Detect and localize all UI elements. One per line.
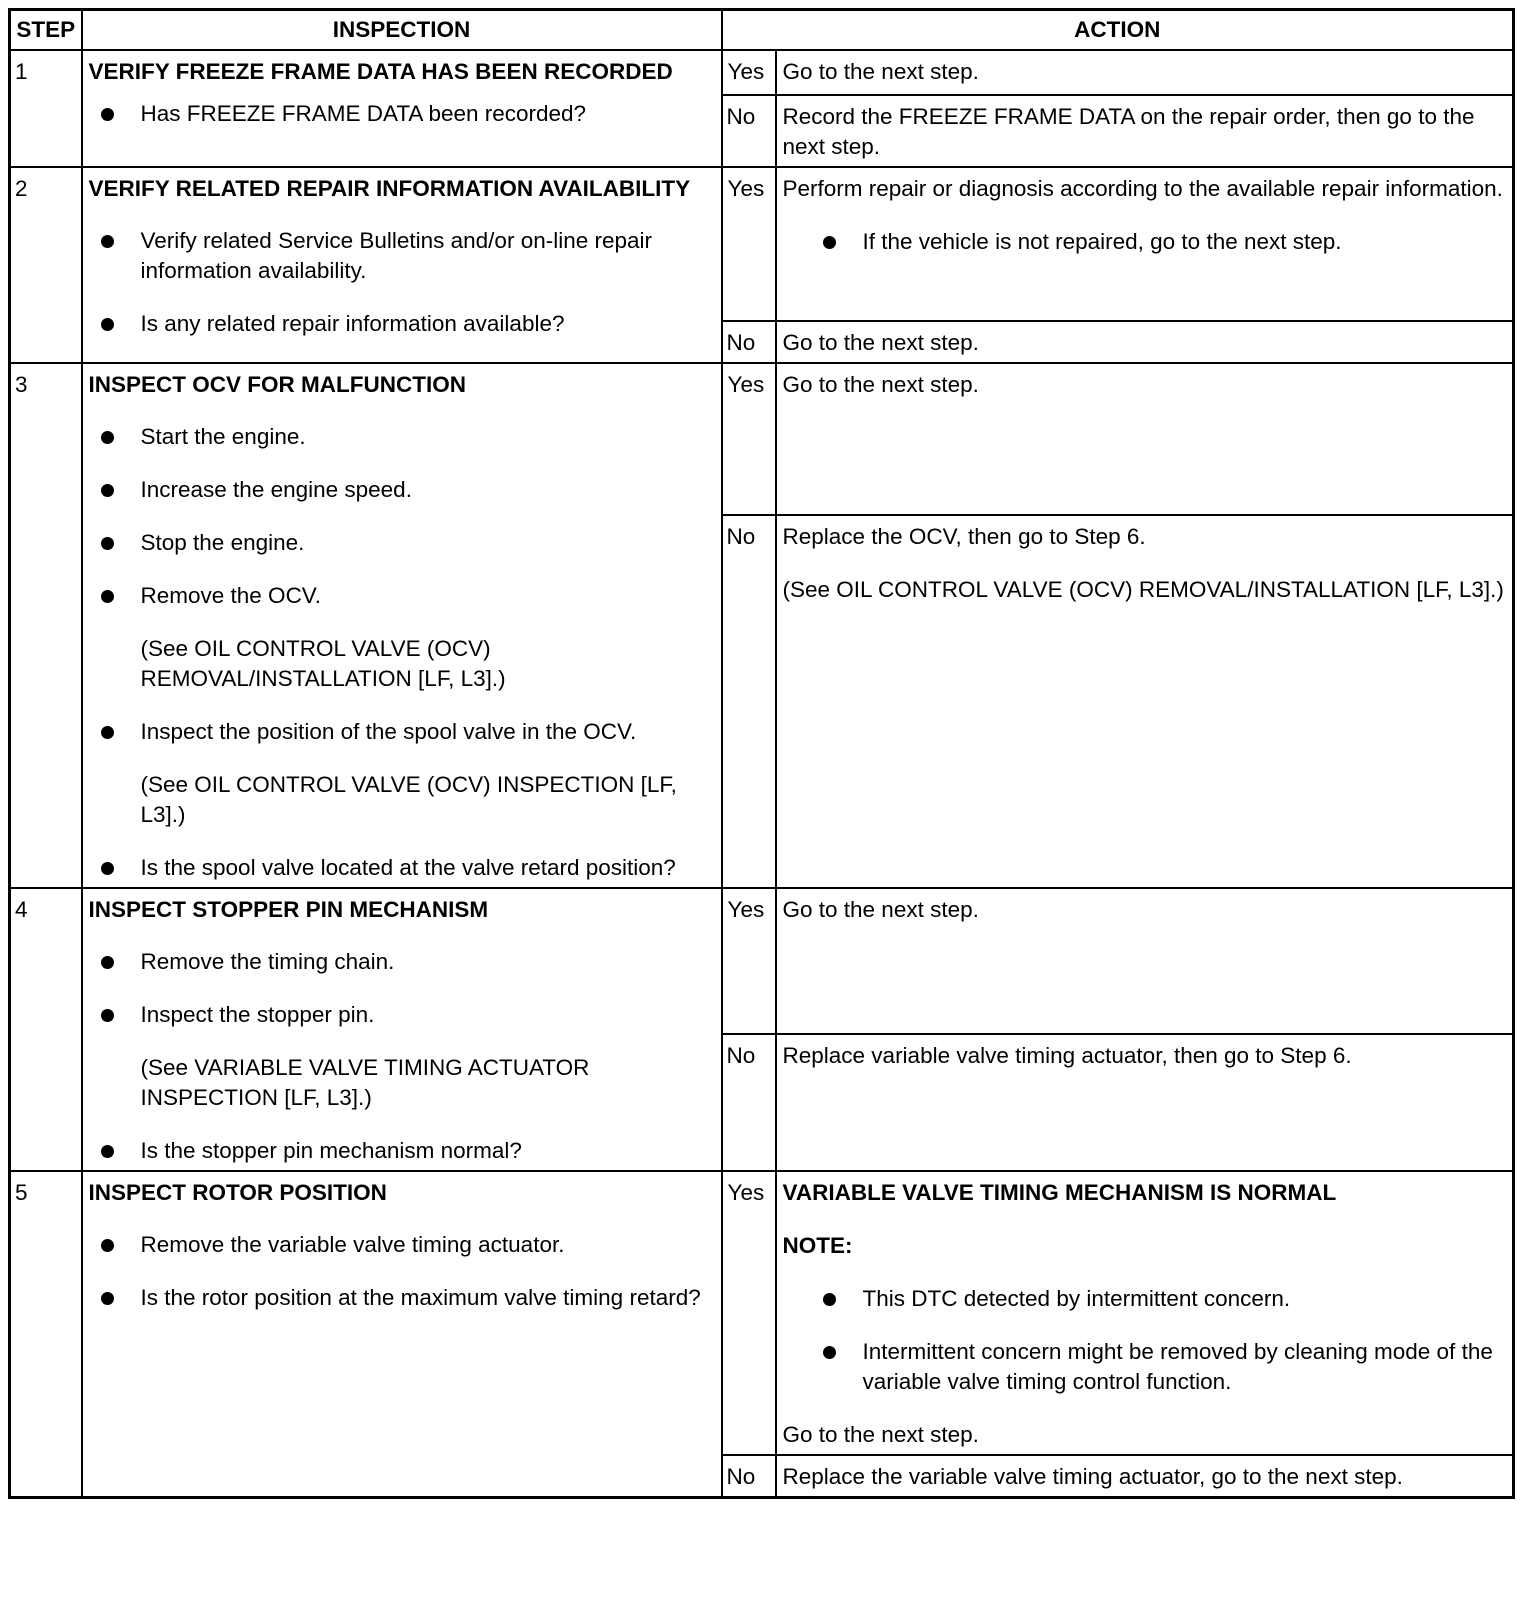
inspection-cell bbox=[82, 363, 722, 888]
inspection-title: INSPECT STOPPER PIN MECHANISM bbox=[88, 897, 489, 922]
bullet-icon bbox=[101, 537, 114, 550]
list-item bbox=[141, 1000, 715, 1030]
header-action: ACTION bbox=[722, 10, 1514, 51]
note-list bbox=[783, 1284, 1507, 1397]
list-item bbox=[141, 1136, 715, 1166]
list-item bbox=[141, 226, 715, 286]
bullet-icon bbox=[101, 235, 114, 248]
no-label: No bbox=[722, 515, 776, 888]
table-row bbox=[10, 50, 1514, 95]
inspection-title: INSPECT ROTOR POSITION bbox=[88, 1180, 387, 1205]
no-action: Go to the next step. bbox=[776, 321, 1514, 363]
yes-label: Yes bbox=[722, 363, 776, 515]
item-text: Has FREEZE FRAME DATA been recorded? bbox=[140, 101, 587, 126]
item-text: Increase the engine speed. bbox=[140, 477, 412, 502]
no-label: No bbox=[722, 95, 776, 167]
item-text: Is any related repair information available? bbox=[140, 311, 565, 336]
item-text: Verify related Service Bulletins and/or on-line repair information availability. bbox=[140, 228, 653, 283]
item-text: If the vehicle is not repaired, go to the next step. bbox=[862, 229, 1342, 254]
table-row bbox=[10, 363, 1514, 515]
table-row bbox=[10, 167, 1514, 321]
step-number: 5 bbox=[10, 1171, 82, 1498]
list-item bbox=[141, 581, 715, 611]
diagnostic-procedure-sheet bbox=[8, 8, 1515, 1499]
yes-label: Yes bbox=[722, 1171, 776, 1455]
bullet-icon bbox=[101, 956, 114, 969]
bullet-icon bbox=[101, 108, 114, 121]
bullet-icon bbox=[101, 590, 114, 603]
yes-action: Go to the next step. bbox=[776, 888, 1514, 1034]
bullet-icon bbox=[101, 484, 114, 497]
list-item bbox=[863, 1284, 1507, 1314]
yes-label: Yes bbox=[722, 50, 776, 95]
header-inspection: INSPECTION bbox=[82, 10, 722, 51]
bullet-icon bbox=[101, 726, 114, 739]
reference-note: (See OIL CONTROL VALVE (OCV) REMOVAL/INSTALLATION [LF, L3].) bbox=[782, 577, 1504, 602]
item-text: Start the engine. bbox=[140, 424, 306, 449]
item-text: Intermittent concern might be removed by cleaning mode of the variable valve timing control function. bbox=[862, 1339, 1493, 1394]
yes-action: Go to the next step. bbox=[782, 1422, 979, 1447]
inspection-title: VERIFY FREEZE FRAME DATA HAS BEEN RECORDED bbox=[88, 59, 673, 84]
yes-action-cell bbox=[776, 1171, 1514, 1455]
bullet-icon bbox=[101, 862, 114, 875]
inspection-cell bbox=[82, 167, 722, 363]
bullet-icon bbox=[101, 318, 114, 331]
list-item bbox=[141, 1230, 715, 1260]
yes-action: Go to the next step. bbox=[776, 50, 1514, 95]
list-item bbox=[863, 1337, 1507, 1397]
inspection-cell bbox=[82, 50, 722, 167]
list-item bbox=[141, 309, 715, 339]
result-title: VARIABLE VALVE TIMING MECHANISM IS NORMAL bbox=[782, 1180, 1337, 1205]
header-step: STEP bbox=[10, 10, 82, 51]
list-item bbox=[141, 717, 715, 747]
table-header-row bbox=[10, 10, 1514, 51]
diagnostic-table bbox=[8, 8, 1515, 1499]
table-row bbox=[10, 1171, 1514, 1455]
step-number: 1 bbox=[10, 50, 82, 167]
no-label: No bbox=[722, 1034, 776, 1171]
step-number: 2 bbox=[10, 167, 82, 363]
step-number: 3 bbox=[10, 363, 82, 888]
inspection-list bbox=[89, 717, 715, 747]
inspection-list bbox=[89, 947, 715, 1030]
list-item bbox=[141, 853, 715, 883]
no-action-cell bbox=[776, 515, 1514, 888]
inspection-cell bbox=[82, 1171, 722, 1498]
yes-action-cell bbox=[776, 167, 1514, 321]
item-text: Remove the timing chain. bbox=[140, 949, 395, 974]
list-item bbox=[141, 99, 715, 129]
bullet-icon bbox=[101, 1292, 114, 1305]
item-text: Remove the OCV. bbox=[140, 583, 322, 608]
list-item bbox=[141, 947, 715, 977]
bullet-icon bbox=[101, 1239, 114, 1252]
list-item bbox=[141, 422, 715, 452]
item-text: Inspect the stopper pin. bbox=[140, 1002, 375, 1027]
no-action: Replace the variable valve timing actuator, go to the next step. bbox=[776, 1455, 1514, 1498]
bullet-icon bbox=[101, 431, 114, 444]
yes-label: Yes bbox=[722, 888, 776, 1034]
yes-label: Yes bbox=[722, 167, 776, 321]
yes-action: Go to the next step. bbox=[776, 363, 1514, 515]
no-action: Replace variable valve timing actuator, then go to Step 6. bbox=[776, 1034, 1514, 1171]
item-text: Stop the engine. bbox=[140, 530, 305, 555]
inspection-list bbox=[89, 226, 715, 339]
no-label: No bbox=[722, 321, 776, 363]
no-label: No bbox=[722, 1455, 776, 1498]
table-row bbox=[10, 888, 1514, 1034]
inspection-cell bbox=[82, 888, 722, 1171]
item-text: Is the rotor position at the maximum valve timing retard? bbox=[140, 1285, 701, 1310]
bullet-icon bbox=[101, 1145, 114, 1158]
inspection-list bbox=[89, 422, 715, 611]
inspection-title: VERIFY RELATED REPAIR INFORMATION AVAILABILITY bbox=[88, 176, 691, 201]
no-action: Record the FREEZE FRAME DATA on the repair order, then go to the next step. bbox=[776, 95, 1514, 167]
inspection-list bbox=[89, 853, 715, 883]
action-list bbox=[783, 227, 1507, 257]
reference-note: (See OIL CONTROL VALVE (OCV) INSPECTION [LF, L3].) bbox=[140, 772, 677, 827]
inspection-list bbox=[89, 99, 715, 129]
list-item bbox=[141, 1283, 715, 1313]
list-item bbox=[863, 227, 1507, 257]
note-label: NOTE: bbox=[782, 1233, 853, 1258]
item-text: Is the spool valve located at the valve retard position? bbox=[140, 855, 676, 880]
bullet-icon bbox=[823, 236, 836, 249]
yes-action: Perform repair or diagnosis according to the available repair information. bbox=[782, 176, 1503, 201]
no-action: Replace the OCV, then go to Step 6. bbox=[782, 524, 1146, 549]
bullet-icon bbox=[101, 1009, 114, 1022]
inspection-list bbox=[89, 1136, 715, 1166]
bullet-icon bbox=[823, 1293, 836, 1306]
item-text: Remove the variable valve timing actuator. bbox=[140, 1232, 565, 1257]
reference-note: (See OIL CONTROL VALVE (OCV) REMOVAL/INSTALLATION [LF, L3].) bbox=[140, 636, 506, 691]
list-item bbox=[141, 528, 715, 558]
inspection-list bbox=[89, 1230, 715, 1313]
inspection-title: INSPECT OCV FOR MALFUNCTION bbox=[88, 372, 466, 397]
reference-note: (See VARIABLE VALVE TIMING ACTUATOR INSPECTION [LF, L3].) bbox=[140, 1055, 590, 1110]
list-item bbox=[141, 475, 715, 505]
item-text: This DTC detected by intermittent concern. bbox=[862, 1286, 1291, 1311]
bullet-icon bbox=[823, 1346, 836, 1359]
item-text: Inspect the position of the spool valve in the OCV. bbox=[140, 719, 637, 744]
item-text: Is the stopper pin mechanism normal? bbox=[140, 1138, 522, 1163]
step-number: 4 bbox=[10, 888, 82, 1171]
